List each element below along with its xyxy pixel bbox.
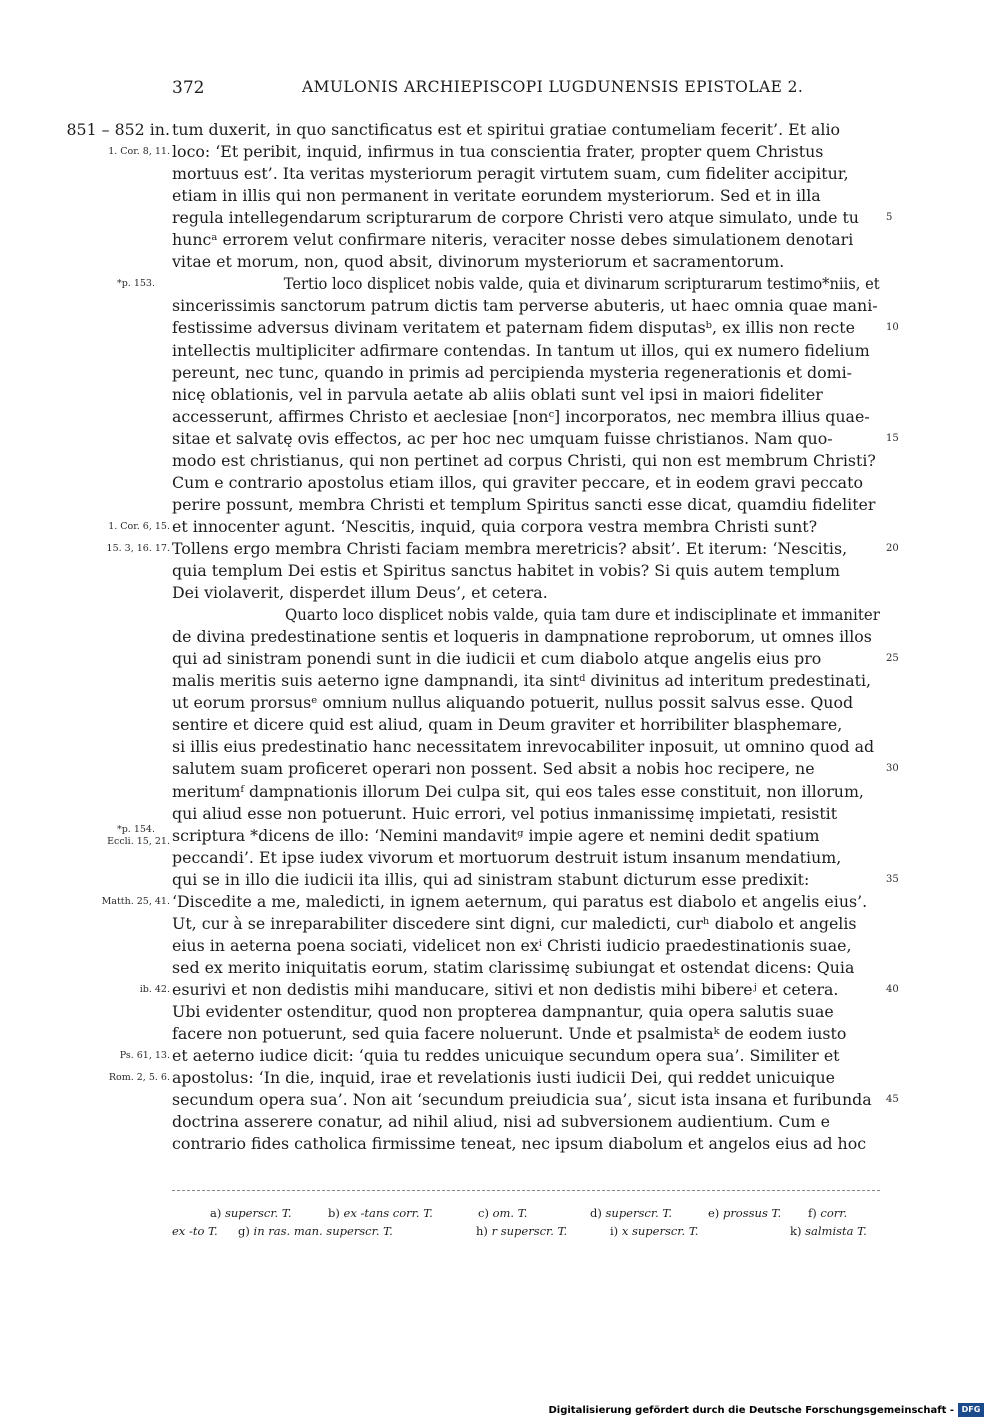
text-line-content: sincerissimis sanctorum patrum dictis tam perverse abuteris, ut haec omnia quae mani- (172, 296, 878, 316)
text-line-content: Ubi evidenter ostenditur, quod non propterea dampnantur, quia opera salutis suae (172, 1002, 834, 1021)
line-number: 15 (886, 432, 899, 444)
line-number: 20 (886, 542, 899, 554)
text-line-content: malis meritis suis aeterno igne dampnandi, ita sintᵈ divinitus ad interitum predestinati, (172, 671, 872, 691)
text-line-content: nicę oblationis, vel in parvula aetate ab aliis oblati sunt vel ipsi in maiori fideliter (172, 384, 823, 404)
date-margin-note: 851 – 852 in. (66, 120, 170, 139)
footnote (808, 1206, 847, 1220)
line-number: 30 (886, 763, 899, 775)
text-line-content: perire possunt, membra Christi et templum Spiritus sancti esse dicat, quamdiu fideliter (172, 494, 876, 514)
footnote-key: a) (210, 1206, 222, 1220)
text-line (172, 251, 880, 273)
footnote-key: h) (476, 1224, 488, 1238)
text-line-content: ‘Discedite a me, maledicti, in ignem aeternum, qui paratus est diabolo et angelis eius’. (172, 891, 868, 911)
text-line-content: pereunt, nec tunc, quando in primis ad percipienda mysteria regenerationis et domi- (172, 362, 852, 382)
text-line (172, 736, 880, 758)
text-line-content: meritumᶠ dampnationis illorum Dei culpa sit, qui eos tales esse constituit, non illorum, (172, 781, 864, 801)
footnote (610, 1224, 698, 1238)
text-line (172, 340, 880, 362)
text-line (172, 560, 880, 582)
text-line (172, 317, 880, 339)
footnote-key: e) (708, 1206, 720, 1220)
text-line (172, 781, 880, 803)
text-line (172, 957, 880, 979)
text-line (172, 604, 880, 626)
footnote (172, 1224, 218, 1238)
text-line-content: doctrina asserere conatur, ad nihil aliud, nisi ad subversionem audientium. Cum e (172, 1112, 830, 1132)
footnote-text: corr. (820, 1206, 848, 1220)
footnote (328, 1206, 433, 1220)
text-line-content: salutem suam proficeret operari non possent. Sed absit a nobis hoc recipere, ne (172, 759, 815, 779)
text-line (172, 1133, 880, 1155)
text-line (172, 1089, 880, 1111)
text-line-content: sed ex merito iniquitatis eorum, statim clarissimę subiungat et ostendat dicens: Quia (172, 957, 855, 977)
page-header (172, 78, 882, 104)
text-line-content: intellectis multipliciter adfirmare contendas. In tantum ut illos, qui ex numero fidelium (172, 340, 870, 360)
line-number: 40 (886, 983, 899, 995)
text-line (172, 913, 880, 935)
text-line-content: vitae et morum, non, quod absit, divinorum mysteriorum et sacramentorum. (172, 252, 785, 272)
text-line (172, 626, 880, 648)
text-line (172, 273, 880, 295)
text-line (172, 450, 880, 472)
margin-reference: *p. 154. (116, 823, 155, 835)
line-number: 45 (886, 1094, 899, 1106)
margin-reference: Matth. 25, 41. (101, 895, 170, 907)
footnote (210, 1206, 292, 1220)
footnote-text: salmista T. (805, 1224, 867, 1238)
text-line (172, 163, 880, 185)
text-line-content: quia templum Dei estis et Spiritus sanctus habitet in vobis? Si quis autem templum (172, 561, 840, 580)
text-line (172, 295, 880, 317)
text-line (172, 384, 880, 406)
footnote-key: f) (808, 1206, 817, 1220)
text-line-content: modo est christianus, qui non pertinet ad corpus Christi, qui non est membrum Christi? (172, 450, 876, 470)
line-number: 35 (886, 873, 899, 885)
text-line (172, 141, 880, 163)
footnote (478, 1206, 527, 1220)
text-line-content: accesserunt, affirmes Christo et aeclesiae [nonᶜ] incorporatos, nec membra illius quae- (172, 406, 870, 426)
digitization-note: Digitalisierung gefördert durch die Deutsche Forschungsgemeinschaft - (548, 1405, 954, 1416)
footnote (238, 1224, 393, 1238)
footnote-text: prossus T. (722, 1206, 782, 1220)
text-line-content: si illis eius predestinatio hanc necessitatem inrevocabiliter inposuit, ut omnino quod ad (172, 737, 875, 757)
text-line (172, 758, 880, 780)
footnote (476, 1224, 567, 1238)
text-line (172, 362, 880, 384)
footnote-key: d) (590, 1206, 602, 1220)
running-head: AMULONIS ARCHIEPISCOPI LUGDUNENSIS EPISTOLAE 2. (302, 78, 804, 96)
text-line-content: mortuus est’. Ita veritas mysteriorum peragit virtutem suam, cum fideliter accipitur, (172, 164, 849, 184)
text-line (172, 1111, 880, 1133)
text-line-content: Ut, cur à se inreparabiliter discedere sint digni, cur maledicti, curʰ diabolo et angelis (172, 913, 857, 933)
text-line-content: sentire et dicere quid est aliud, quam in Deum graviter et horribiliter blasphemare, (172, 715, 843, 735)
text-line (172, 472, 880, 494)
text-line-content: apostolus: ‘In die, inquid, irae et revelationis iusti iudicii Dei, qui reddet unicuique (172, 1068, 835, 1088)
text-line (172, 428, 880, 450)
footnote-separator (172, 1190, 880, 1191)
margin-reference: 1. Cor. 6, 15. (108, 520, 170, 532)
margin-reference: Ps. 61, 13. (119, 1050, 170, 1062)
text-line (172, 979, 880, 1001)
text-line (172, 869, 880, 891)
line-number: 5 (886, 212, 893, 224)
footnote (590, 1206, 672, 1220)
text-line-content: facere non potuerunt, sed quia facere noluerunt. Unde et psalmistaᵏ de eodem iusto (172, 1024, 847, 1044)
text-line-content: regula intellegendarum scripturarum de corpore Christi vero atque simulato, unde tu (172, 208, 859, 228)
text-line-content: tum duxerit, in quo sanctificatus est et spiritui gratiae contumeliam fecerit’. Et alio (172, 120, 841, 139)
text-line (172, 847, 880, 869)
text-line (172, 229, 880, 251)
margin-reference: *p. 153. (116, 278, 155, 290)
text-line-content: Tollens ergo membra Christi faciam membra meretricis? absit’. Et iterum: ‘Nescitis, (172, 538, 848, 558)
text-line (172, 582, 880, 604)
text-line (172, 670, 880, 692)
text-line (172, 1001, 880, 1023)
text-line-content: sitae et salvatę ovis effectos, ac per hoc nec umquam fuisse christianos. Nam quo- (172, 428, 833, 448)
dfg-logo: DFG (958, 1403, 984, 1417)
text-line (172, 538, 880, 560)
footnote-text: x superscr. T. (621, 1224, 699, 1238)
footnote-text: superscr. T. (225, 1206, 292, 1220)
text-line (172, 494, 880, 516)
text-line-content: scriptura *dicens de illo: ‘Nemini mandavitᵍ impie agere et nemini dedit spatium (172, 825, 820, 845)
text-line-content: secundum opera sua’. Non ait ‘secundum preiudicia sua’, sicut ista insana et furibunda (172, 1090, 872, 1110)
text-line (172, 207, 880, 229)
page-number: 372 (172, 78, 205, 98)
margin-reference: Rom. 2, 5. 6. (108, 1072, 170, 1084)
text-line-content: huncᵃ errorem velut confirmare niteris, veraciter nosse debes simulationem denotari (172, 230, 854, 250)
text-line-content: de divina predestinatione sentis et loqueris in dampnatione reproborum, ut omnes illos (172, 627, 872, 647)
footnote (708, 1206, 781, 1220)
text-line-content: Cum e contrario apostolus etiam illos, qui graviter peccare, et in eodem gravi peccato (172, 472, 863, 492)
text-line-content: Tertio loco displicet nobis valde, quia et divinarum scripturarum testimo*niis, et (283, 274, 880, 294)
text-line-content: et aeterno iudice dicit: ‘quia tu reddes unicuique secundum opera sua’. Similiter et (172, 1046, 840, 1066)
footnote-text: r superscr. T. (491, 1224, 568, 1238)
margin-reference: 1. Cor. 8, 11. (108, 146, 170, 158)
text-line-content: festissime adversus divinam veritatem et paternam fidem disputasᵇ, ex illis non recte (172, 318, 855, 338)
margin-reference: Eccli. 15, 21. (107, 835, 170, 847)
text-line-content: Quarto loco displicet nobis valde, quia tam dure et indisciplinate et immaniter (284, 605, 880, 625)
text-line-content: qui ad sinistram ponendi sunt in die iudicii et cum diabolo atque angelis eius pro (172, 649, 822, 669)
line-number: 25 (886, 653, 899, 665)
text-line-content: peccandi’. Et ipse iudex vivorum et mortuorum destruit istum insanum mendatium, (172, 847, 842, 867)
footnote-text: om. T. (492, 1206, 528, 1220)
footnote (790, 1224, 867, 1238)
text-line-content: et innocenter agunt. ‘Nescitis, inquid, quia corpora vestra membra Christi sunt? (172, 516, 818, 536)
text-line (172, 825, 880, 847)
text-line (172, 648, 880, 670)
text-line-content: esurivi et non dedistis mihi manducare, sitivi et non dedistis mihi bibereʲ et cetera. (172, 979, 839, 999)
text-line-content: Dei violaverit, disperdet illum Deus’, et cetera. (172, 583, 548, 603)
text-line (172, 1067, 880, 1089)
footnote-key: k) (790, 1224, 802, 1238)
footnote-text: in ras. man. superscr. T. (253, 1224, 393, 1238)
text-line-content: eius in aeterna poena sociati, videlicet non exⁱ Christi iudicio praedestinationis suae, (172, 935, 852, 955)
footnote-key: g) (238, 1224, 250, 1238)
text-line (172, 1023, 880, 1045)
footnote-text: ex -tans corr. T. (343, 1206, 433, 1220)
text-line (172, 803, 880, 825)
text-line-content: contrario fides catholica firmissime teneat, nec ipsum diabolum et angelos eius ad hoc (172, 1134, 867, 1154)
text-line-content: ut eorum prorsusᵉ omnium nullus aliquando potuerit, nullus possit salvus esse. Quod (172, 693, 854, 713)
text-line-content: etiam in illis qui non permanent in veritate eorundem mysteriorum. Sed et in illa (172, 186, 821, 206)
text-line (172, 516, 880, 538)
text-line (172, 935, 880, 957)
text-line (172, 1045, 880, 1067)
footnote-key: c) (478, 1206, 489, 1220)
text-line (172, 714, 880, 736)
footnote-key: i) (610, 1224, 619, 1238)
footnote-text: superscr. T. (605, 1206, 673, 1220)
text-line (172, 406, 880, 428)
text-line-content: qui se in illo die iudicii ita illis, qui ad sinistram stabunt dicturum esse predixit: (172, 869, 810, 889)
text-line-content: loco: ‘Et peribit, inquid, infirmus in tua conscientia frater, propter quem Christus (172, 142, 824, 162)
text-line (172, 692, 880, 714)
text-line (172, 119, 880, 141)
text-line (172, 185, 880, 207)
footnote-text: ex -to T. (172, 1224, 218, 1238)
margin-reference: ib. 42. (139, 983, 170, 995)
text-line (172, 891, 880, 913)
line-number: 10 (886, 322, 899, 334)
text-line-content: qui aliud esse non potuerunt. Huic errori, vel potius inmanissimę impietati, resistit (172, 803, 838, 823)
margin-reference: 15. 3, 16. 17. (106, 542, 170, 554)
footnote-key: b) (328, 1206, 340, 1220)
